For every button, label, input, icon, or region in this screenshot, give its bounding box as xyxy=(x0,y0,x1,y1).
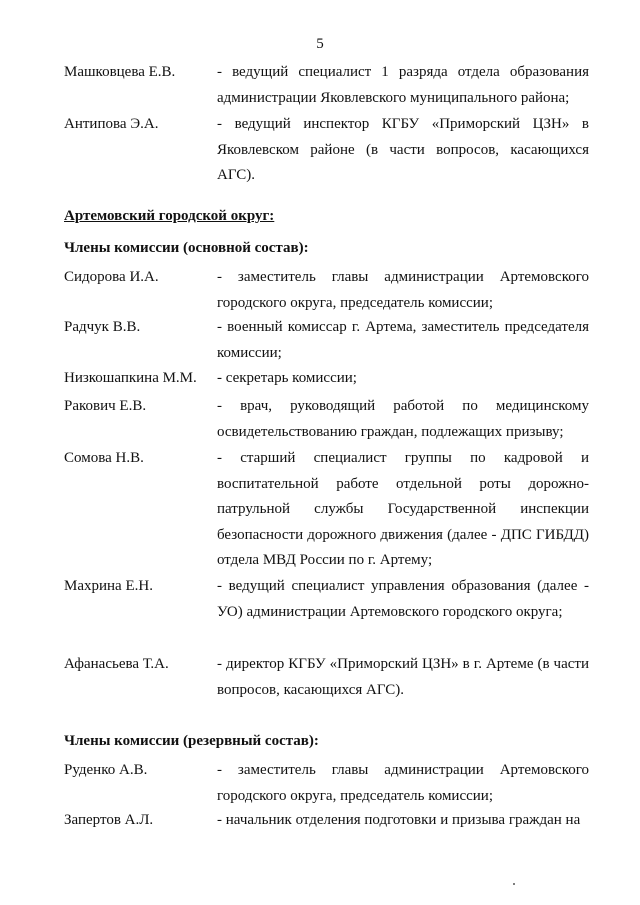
member-role: - секретарь комиссии; xyxy=(217,370,357,386)
member-name: Ракович Е.В. xyxy=(64,398,147,414)
member-name: Радчук В.В. xyxy=(64,319,141,335)
member-role: - врач, руководящий работой по медицинскому освидетельствованию граждан, подлежащих призыву; xyxy=(217,398,589,440)
page-number: 5 xyxy=(316,36,324,52)
member-name: Антипова Э.А. xyxy=(64,116,159,132)
member-role: - ведущий специалист управления образования (далее - УО) администрации Артемовского городского округа; xyxy=(217,578,589,620)
member-name: Афанасьева Т.А. xyxy=(64,656,169,672)
member-name: Сомова Н.В. xyxy=(64,450,144,466)
member-role: - военный комиссар г. Артема, заместитель председателя комиссии; xyxy=(217,319,589,361)
member-role: - начальник отделения подготовки и призыва граждан на xyxy=(217,812,581,828)
member-name: Махрина Е.Н. xyxy=(64,578,153,594)
member-role: - старший специалист группы по кадровой и воспитательной работе отдельной роты дорожно-патрульной службы Государственной инспекции безопасности дорожного движения (далее - ДПС ГИБДД) отдела МВД России по г. Артему; xyxy=(217,450,589,568)
scan-speck xyxy=(513,883,515,885)
member-role: - директор КГБУ «Приморский ЦЗН» в г. Артеме (в части вопросов, касающихся АГС). xyxy=(217,656,589,698)
main-composition-heading: Члены комиссии (основной состав): xyxy=(64,240,309,256)
member-role: - ведущий специалист 1 разряда отдела образования администрации Яковлевского муниципального района; xyxy=(217,64,589,106)
member-name: Низкошапкина М.М. xyxy=(64,370,197,386)
member-role: - ведущий инспектор КГБУ «Приморский ЦЗН» в Яковлевском районе (в части вопросов, касающихся АГС). xyxy=(217,116,589,183)
member-name: Сидорова И.А. xyxy=(64,269,159,285)
member-name: Руденко А.В. xyxy=(64,762,148,778)
reserve-composition-heading: Члены комиссии (резервный состав): xyxy=(64,733,319,749)
member-role: - заместитель главы администрации Артемовского городского округа, председатель комиссии; xyxy=(217,762,589,804)
member-name: Запертов А.Л. xyxy=(64,812,154,828)
member-role: - заместитель главы администрации Артемовского городского округа, председатель комиссии; xyxy=(217,269,589,311)
member-name: Машковцева Е.В. xyxy=(64,64,176,80)
district-heading: Артемовский городской округ: xyxy=(64,208,275,224)
